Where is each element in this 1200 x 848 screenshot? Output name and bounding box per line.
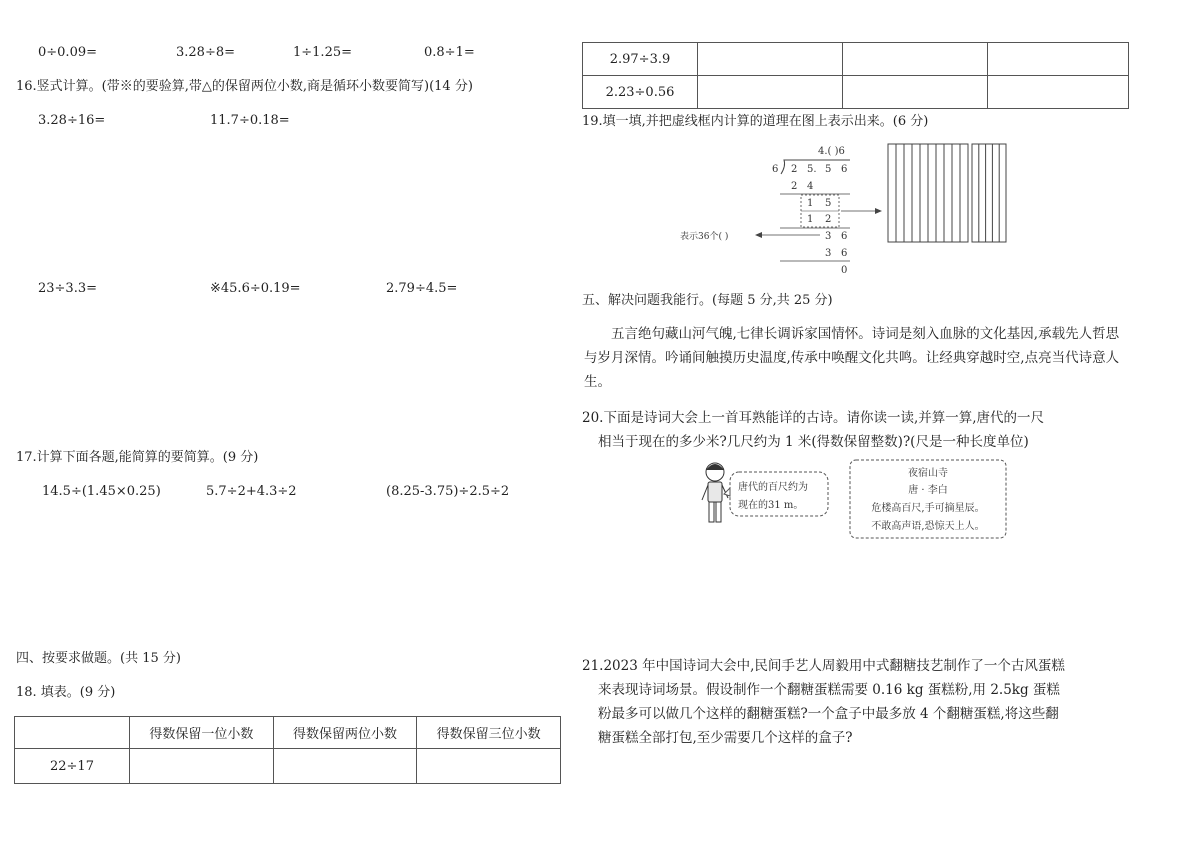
q19-arrow-left-icon [755, 232, 762, 238]
bubble-line-1: 唐代的百尺约为 [738, 482, 808, 493]
q16-title: 16.竖式计算。(带※的要验算,带△的保留两位小数,商是循环小数要简写)(14 分) [16, 79, 473, 94]
q19-step2-a: 1 [807, 198, 814, 209]
q18-table [14, 716, 561, 784]
q18-answer-cell-3[interactable] [417, 749, 561, 784]
q20-poem-figure [700, 458, 1020, 542]
q19-step3-a: 1 [807, 214, 814, 225]
q18-header-2: 得数保留两位小数 [273, 717, 417, 749]
q19-step4-a: 3 [825, 231, 832, 242]
q19-step2-b: 5 [825, 198, 832, 209]
q19-title: 19.填一填,并把虚线框内计算的道理在图上表示出来。(6 分) [582, 114, 929, 129]
q19-step4-b: 6 [841, 231, 848, 242]
poem-title: 夜宿山寺 [908, 468, 948, 479]
q21-line2: 来表现诗词场景。假设制作一个翻糖蛋糕需要 0.16 kg 蛋糕粉,用 2.5kg 蛋糕 [598, 682, 1060, 698]
q17-title: 17.计算下面各题,能简算的要简算。(9 分) [16, 450, 259, 465]
problem-0-3: 1÷1.25= [293, 45, 353, 60]
q20-line2: 相当于现在的多少米?几尺约为 1 米(得数保留整数)?(尺是一种长度单位) [598, 434, 1029, 450]
q19-quotient: 4.( )6 [818, 146, 845, 157]
q18-header-blank [15, 717, 130, 749]
q16-problem-4: ※45.6÷0.19= [210, 281, 301, 296]
q18-answer-cell-5[interactable] [843, 43, 988, 76]
q19-step5-b: 6 [841, 248, 848, 259]
q19-dividend-2: 5. [807, 164, 817, 175]
poem-line-1: 危楼高百尺,手可摘星辰。 [871, 503, 985, 514]
problem-0-2: 3.28÷8= [176, 45, 236, 60]
q18-answer-cell-6[interactable] [988, 43, 1129, 76]
q19-divisor: 6 [772, 164, 779, 175]
q16-problem-2: 11.7÷0.18= [210, 113, 290, 128]
q18-answer-cell-4[interactable] [698, 43, 843, 76]
boy-illustration [702, 463, 728, 522]
q17-problem-2: 5.7÷2+4.3÷2 [206, 484, 297, 499]
q19-division-figure [670, 138, 1040, 278]
q21-line3: 粉最多可以做几个这样的翻糖蛋糕?一个盒子中最多放 4 个翻糖蛋糕,将这些翻 [598, 706, 1059, 722]
poem-author: 唐 · 李白 [908, 485, 948, 496]
q19-remainder: 0 [841, 265, 848, 276]
q18-answer-cell-9[interactable] [988, 76, 1129, 109]
q18-title: 18. 填表。(9 分) [16, 685, 116, 700]
q17-problem-3: (8.25-3.75)÷2.5÷2 [386, 484, 510, 499]
section4-title: 四、按要求做题。(共 15 分) [16, 651, 181, 666]
q21-line4: 糖蛋糕全部打包,至少需要几个这样的盒子? [598, 730, 853, 746]
q18-answer-cell-2[interactable] [273, 749, 417, 784]
q21-line1: 21.2023 年中国诗词大会中,民间手艺人周毅用中式翻糖技艺制作了一个古风蛋糕 [582, 658, 1065, 674]
q19-step1-a: 2 [791, 181, 798, 192]
q18-row-label-2: 2.97÷3.9 [583, 43, 698, 76]
q19-step3-b: 2 [825, 214, 832, 225]
section5-intro: 五言绝句藏山河气魄,七律长调诉家国情怀。诗词是刻入血脉的文化基因,承载先人哲思与岁月深情。吟诵间触摸历史温度,传承中唤醒文化共鸣。让经典穿越时空,点亮当代诗意人生。 [584, 326, 1120, 390]
q19-dividend-4: 6 [841, 164, 848, 175]
q19-step1-b: 4 [807, 181, 814, 192]
q18-row-label: 22÷17 [15, 749, 130, 784]
poem-line-2: 不敢高声语,恐惊天上人。 [871, 521, 985, 532]
q18-header-3: 得数保留三位小数 [417, 717, 561, 749]
q18-answer-cell-7[interactable] [698, 76, 843, 109]
q19-step5-a: 3 [825, 248, 832, 259]
q20-line1: 20.下面是诗词大会上一首耳熟能详的古诗。请你读一读,并算一算,唐代的一尺 [582, 410, 1045, 426]
q16-problem-3: 23÷3.3= [38, 281, 98, 296]
q18-answer-cell-1[interactable] [130, 749, 274, 784]
q19-dividend-3: 5 [825, 164, 832, 175]
q19-label: 表示36个( ) [680, 232, 729, 242]
problem-0-4: 0.8÷1= [424, 45, 475, 60]
bubble-line-2: 现在的31 m。 [738, 500, 804, 511]
problem-0-1: 0÷0.09= [38, 45, 98, 60]
q16-problem-5: 2.79÷4.5= [386, 281, 458, 296]
q17-problem-1: 14.5÷(1.45×0.25) [42, 484, 161, 499]
q18-header-1: 得数保留一位小数 [130, 717, 274, 749]
q19-dividend-1: 2 [791, 164, 798, 175]
q18-answer-cell-8[interactable] [843, 76, 988, 109]
q19-arrow-right-icon [875, 208, 882, 214]
q19-grid-small [972, 144, 1006, 242]
q18-row-label-3: 2.23÷0.56 [583, 76, 698, 109]
q16-problem-1: 3.28÷16= [38, 113, 106, 128]
section5-title: 五、解决问题我能行。(每题 5 分,共 25 分) [582, 293, 833, 308]
q18-table-continued [582, 42, 1129, 109]
